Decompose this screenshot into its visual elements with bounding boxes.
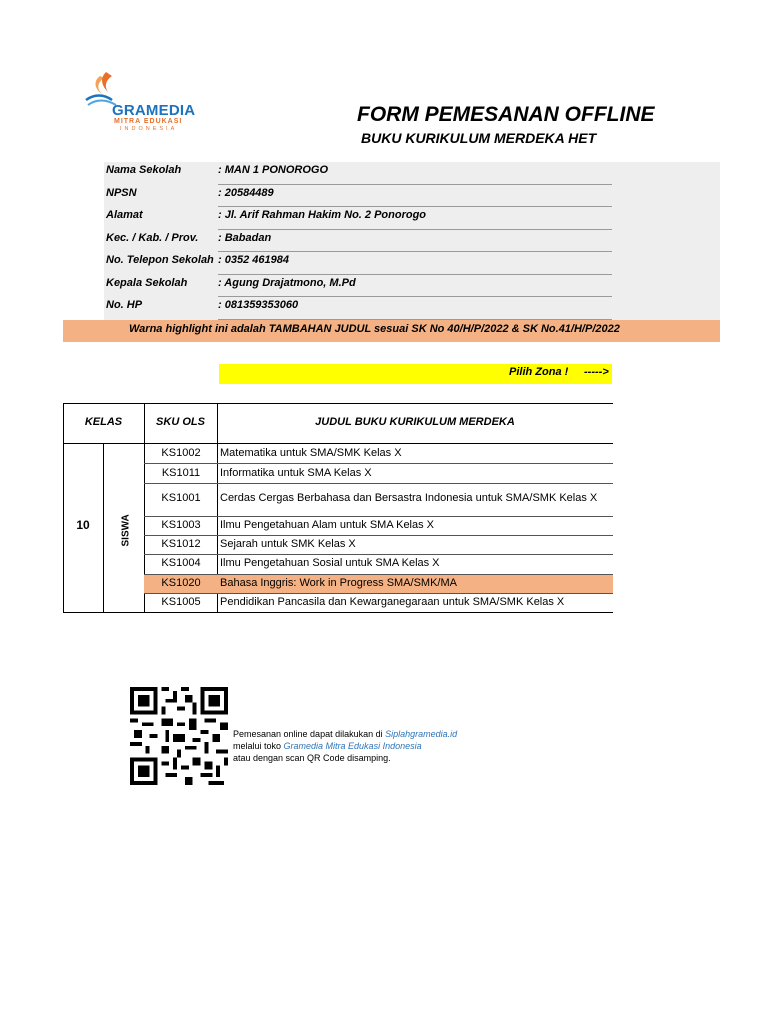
info-row-npsn [104,185,720,208]
table-border [63,443,613,444]
table-row-title: Ilmu Pengetahuan Sosial untuk SMA Kelas X [220,557,440,569]
header-judul: JUDUL BUKU KURIKULUM MERDEKA [315,416,515,428]
row-divider [144,574,613,575]
info-row-phone [104,252,720,275]
table-border [63,403,64,613]
info-value[interactable]: : Agung Drajatmono, M.Pd [218,275,612,298]
info-label: No. Telepon Sekolah [106,254,214,266]
footer-text: Pemesanan online dapat dilakukan di [233,729,386,739]
info-label: No. HP [106,299,143,311]
row-divider [144,483,613,484]
group-label-siswa: SISWA [120,514,132,547]
footer-line-3: atau dengan scan QR Code disamping. [233,753,391,763]
info-label: Kec. / Kab. / Prov. [106,231,199,244]
table-row-title: Informatika untuk SMA Kelas X [220,467,372,479]
row-divider [144,516,613,517]
info-value[interactable]: : Babadan [218,230,612,253]
siplah-link[interactable]: Siplahgramedia.id [385,729,458,739]
info-row-school-name [104,162,720,185]
row-divider [144,554,613,555]
brand-country: INDONESIA [120,126,178,132]
info-row-principal [104,275,720,298]
table-row-sku: KS1020 [161,577,201,589]
table-row-title: Matematika untuk SMA/SMK Kelas X [220,447,402,459]
footer-text: melalui toko [233,741,284,751]
info-label: NPSN [106,186,137,199]
kelas-value: 10 [76,518,90,532]
info-value[interactable]: : MAN 1 PONOROGO [218,162,612,185]
row-divider [144,535,613,536]
page-subtitle: BUKU KURIKULUM MERDEKA HET [361,130,597,146]
info-value[interactable]: : 20584489 [218,185,612,208]
info-row-mobile [104,297,720,320]
table-row-sku: KS1003 [161,519,201,531]
gramedia-logo [82,70,202,132]
online-order-note [233,728,457,764]
zone-arrow: -----> [584,366,609,378]
highlight-note-text: Warna highlight ini adalah TAMBAHAN JUDUL sesuai SK No 40/H/P/2022 & SK No.41/H/P/2022 [129,323,620,335]
brand-name: GRAMEDIA [112,102,196,119]
info-value[interactable]: : Jl. Arif Rahman Hakim No. 2 Ponorogo [218,207,612,230]
table-row-sku: KS1002 [161,447,201,459]
header-sku: SKU OLS [156,416,205,428]
header-kelas: KELAS [84,416,123,428]
row-divider [144,463,613,464]
table-row-sku: KS1005 [161,596,201,608]
table-row-title: Bahasa Inggris: Work in Progress SMA/SMK/MA [220,577,457,589]
footer-line-2 [233,740,457,752]
table-row-sku: KS1011 [161,467,201,479]
table-row-sku: KS1012 [161,538,201,550]
zone-selector[interactable] [219,364,612,384]
highlight-note-bar [63,320,720,342]
table-border [103,443,104,613]
footer-line-1 [233,728,457,740]
qr-code[interactable] [130,687,228,785]
school-info-block [104,162,720,320]
zone-label: Pilih Zona ! [509,366,569,378]
info-label: Kepala Sekolah [106,276,188,289]
book-order-table [63,403,613,613]
row-divider [144,593,613,594]
table-row-title: Pendidikan Pancasila dan Kewarganegaraan untuk SMA/SMK Kelas X [220,596,565,608]
brand-subtitle: MITRA EDUKASI [114,118,183,125]
info-value[interactable]: : 0352 461984 [218,252,612,275]
table-row-title: Cerdas Cergas Berbahasa dan Bersastra Indonesia untuk SMA/SMK Kelas X [220,492,598,504]
info-label: Nama Sekolah [106,164,182,176]
store-link[interactable]: Gramedia Mitra Edukasi Indonesia [283,741,422,751]
table-row-sku: KS1001 [161,492,201,504]
table-row-title: Sejarah untuk SMK Kelas X [220,538,356,550]
info-row-district [104,230,720,253]
table-border [63,612,613,613]
page-title: FORM PEMESANAN OFFLINE [357,103,655,126]
info-value[interactable]: : 081359353060 [218,297,612,320]
table-border [63,403,613,404]
table-row-sku: KS1004 [161,557,201,569]
table-row-title: Ilmu Pengetahuan Alam untuk SMA Kelas X [220,519,435,531]
info-row-address [104,207,720,230]
info-label: Alamat [106,209,143,221]
